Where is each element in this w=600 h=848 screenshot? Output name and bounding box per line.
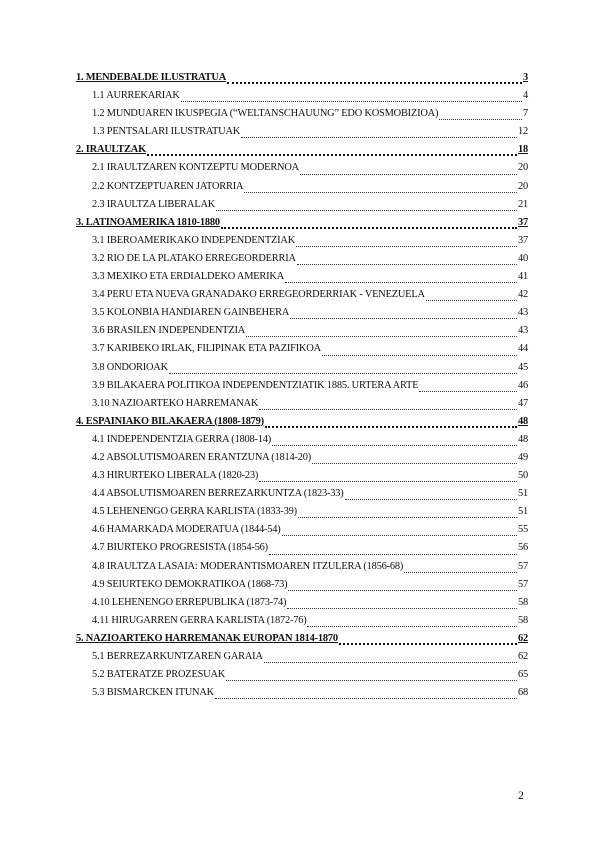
toc-entry-title: 4.1 INDEPENDENTZIA GERRA (1808-14) [92,433,272,445]
toc-entry-title: 1.1 AURREKARIAK [92,90,180,102]
toc-entry-title: 2.3 IRAULTZA LIBERALAK [92,198,216,210]
toc-entry-title: 1.3 PENTSALARI ILUSTRATUAK [92,126,241,138]
toc-subsection-entry[interactable] [76,470,528,488]
toc-entry-title: 4.11 HIRUGARREN GERRA KARLISTA (1872-76) [92,614,307,626]
toc-dot-leader [322,354,517,356]
toc-entry-page: 43 [518,307,528,319]
toc-section-entry[interactable] [76,72,528,90]
toc-subsection-entry[interactable] [76,235,528,253]
toc-dot-leader [226,679,517,681]
toc-dot-leader [426,299,517,301]
toc-entry-title: 2. IRAULTZAK [76,144,146,156]
toc-entry-page: 46 [518,379,528,391]
toc-entry-page: 37 [518,216,528,228]
toc-subsection-entry[interactable] [76,687,528,705]
toc-dot-leader [272,444,517,446]
toc-subsection-entry[interactable] [76,90,528,108]
toc-subsection-entry[interactable] [76,452,528,470]
toc-entry-page: 20 [518,180,528,192]
toc-entry-page: 44 [518,343,528,355]
toc-entry-title: 5. NAZIOARTEKO HARREMANAK EUROPAN 1814-1870 [76,632,338,644]
toc-subsection-entry[interactable] [76,126,528,144]
toc-subsection-entry[interactable] [76,398,528,416]
toc-entry-page: 57 [518,578,528,590]
toc-subsection-entry[interactable] [76,162,528,180]
toc-entry-title: 3.1 IBEROAMERIKAKO INDEPENDENTZIAK [92,234,296,246]
toc-entry-title: 5.2 BATERATZE PROZESUAK [92,669,226,681]
toc-dot-leader [345,498,517,500]
toc-subsection-entry[interactable] [76,181,528,199]
toc-entry-title: 4.10 LEHENENGO ERREPUBLIKA (1873-74) [92,596,287,608]
toc-entry-title: 1. MENDEBALDE ILUSTRATUA [76,72,227,83]
toc-subsection-entry[interactable] [76,271,528,289]
toc-entry-page: 18 [518,144,528,156]
toc-dot-leader [312,462,517,464]
toc-subsection-entry[interactable] [76,343,528,361]
toc-entry-page: 40 [518,252,528,264]
toc-dot-leader [246,335,517,337]
toc-subsection-entry[interactable] [76,362,528,380]
toc-entry-title: 2.2 KONTZEPTUAREN JATORRIA [92,180,244,192]
toc-dot-leader [439,118,522,120]
toc-entry-title: 4.4 ABSOLUTISMOAREN BERREZARKUNTZA (1823-33) [92,488,344,500]
toc-dot-leader [298,516,517,518]
toc-dot-leader [296,245,517,247]
toc-entry-page: 4 [523,90,528,102]
toc-entry-title: 3.5 KOLONBIA HANDIAREN GAINBEHERA [92,307,290,319]
toc-dot-leader [181,100,522,102]
toc-entry-title: 5.3 BISMARCKEN ITUNAK [92,687,214,699]
toc-entry-page: 43 [518,325,528,337]
toc-subsection-entry[interactable] [76,380,528,398]
toc-dot-leader [282,534,517,536]
toc-entry-title: 5.1 BERREZARKUNTZAREN GARAIA [92,651,263,662]
toc-subsection-entry[interactable] [76,289,528,307]
toc-subsection-entry[interactable] [76,307,528,325]
toc-entry-page: 45 [518,361,528,373]
toc-entry-page: 62 [518,651,528,662]
toc-subsection-entry[interactable] [76,325,528,343]
toc-entry-title: 3.8 ONDORIOAK [92,361,168,373]
toc-entry-page: 49 [518,451,528,463]
toc-entry-page: 48 [518,415,528,427]
toc-subsection-entry[interactable] [76,542,528,560]
toc-entry-title: 4. ESPAINIAKO BILAKAERA (1808-1879) [76,415,264,427]
toc-entry-title: 3.2 RIO DE LA PLATAKO ERREGEORDERRIA [92,252,296,264]
toc-subsection-entry[interactable] [76,524,528,542]
toc-dot-leader [216,209,517,211]
toc-dot-leader [221,226,517,229]
toc-section-entry[interactable] [76,217,528,235]
toc-dot-leader [307,625,517,627]
toc-entry-title: 4.6 HAMARKADA MODERATUA (1844-54) [92,524,281,536]
toc-dot-leader [290,317,517,319]
toc-dot-leader [244,191,517,193]
toc-entry-page: 41 [518,271,528,283]
toc-dot-leader [241,136,517,138]
table-of-contents [76,72,528,705]
toc-dot-leader [264,661,517,663]
toc-entry-title: 3.10 NAZIOARTEKO HARREMANAK [92,397,259,409]
toc-entry-title: 4.5 LEHENENGO GERRA KARLISTA (1833-39) [92,506,297,518]
toc-entry-title: 4.7 BIURTEKO PROGRESISTA (1854-56) [92,542,268,554]
toc-entry-title: 3. LATINOAMERIKA 1810-1880 [76,216,220,228]
toc-entry-title: 3.9 BILAKAERA POLITIKOA INDEPENDENTZIATIK 1885. URTERA ARTE [92,379,419,391]
toc-subsection-entry[interactable] [76,579,528,597]
toc-entry-page: 57 [518,560,528,572]
toc-entry-page: 7 [523,108,528,120]
toc-entry-page: 37 [518,234,528,246]
toc-entry-page: 65 [518,669,528,681]
toc-entry-page: 58 [518,596,528,608]
toc-entry-page: 42 [518,289,528,301]
toc-entry-title: 4.3 HIRURTEKO LIBERALA (1820-23) [92,470,259,482]
toc-section-entry[interactable] [76,633,528,651]
toc-entry-page: 55 [518,524,528,536]
page-number: 2 [518,788,524,802]
toc-entry-title: 3.4 PERU ETA NUEVA GRANADAKO ERREGEORDERRIAK - VENEZUELA [92,289,425,301]
toc-subsection-entry[interactable] [76,506,528,524]
toc-entry-title: 3.7 KARIBEKO IRLAK, FILIPINAK ETA PAZIFIKOA [92,343,321,355]
toc-entry-page: 51 [518,488,528,500]
toc-entry-page: 50 [518,470,528,482]
toc-subsection-entry[interactable] [76,253,528,271]
toc-subsection-entry[interactable] [76,199,528,217]
toc-dot-leader [215,697,517,699]
toc-entry-title: 4.9 SEIURTEKO DEMOKRATIKOA (1868-73) [92,578,288,590]
toc-entry-page: 47 [518,397,528,409]
toc-dot-leader [227,81,522,84]
toc-entry-title: 3.6 BRASILEN INDEPENDENTZIA [92,325,246,337]
toc-entry-title: 1.2 MUNDUAREN IKUSPEGIA (“WELTANSCHAUUNG” EDO KOSMOBIZIOA) [92,108,439,120]
toc-entry-title: 4.2 ABSOLUTISMOAREN ERANTZUNA (1814-20) [92,451,312,463]
toc-dot-leader [259,408,517,410]
toc-dot-leader [259,480,517,482]
toc-subsection-entry[interactable] [76,669,528,687]
toc-subsection-entry[interactable] [76,108,528,126]
toc-dot-leader [404,571,517,573]
toc-section-entry[interactable] [76,416,528,434]
toc-subsection-entry[interactable] [76,615,528,633]
toc-section-entry[interactable] [76,144,528,162]
toc-entry-page: 62 [518,632,528,644]
toc-dot-leader [297,263,517,265]
toc-entry-page: 48 [518,433,528,445]
toc-entry-page: 3 [523,72,528,83]
toc-subsection-entry[interactable] [76,597,528,615]
toc-subsection-entry[interactable] [76,651,528,669]
toc-dot-leader [339,642,517,645]
toc-entry-page: 12 [518,126,528,138]
toc-dot-leader [285,281,517,283]
toc-entry-page: 68 [518,687,528,699]
toc-dot-leader [147,153,517,156]
toc-entry-title: 4.8 IRAULTZA LASAIA: MODERANTISMOAREN ITZULERA (1856-68) [92,560,404,572]
toc-entry-title: 2.1 IRAULTZAREN KONTZEPTU MODERNOA [92,162,299,174]
toc-dot-leader [287,607,517,609]
toc-dot-leader [419,390,517,392]
toc-entry-title: 3.3 MEXIKO ETA ERDIALDEKO AMERIKA [92,271,284,283]
toc-entry-page: 21 [518,198,528,210]
toc-dot-leader [288,589,517,591]
toc-entry-page: 51 [518,506,528,518]
toc-dot-leader [169,372,517,374]
toc-entry-page: 58 [518,614,528,626]
toc-dot-leader [300,173,517,175]
toc-dot-leader [269,553,517,555]
toc-subsection-entry[interactable] [76,561,528,579]
toc-subsection-entry[interactable] [76,488,528,506]
toc-entry-page: 56 [518,542,528,554]
toc-subsection-entry[interactable] [76,434,528,452]
toc-entry-page: 20 [518,162,528,174]
toc-dot-leader [265,425,517,428]
